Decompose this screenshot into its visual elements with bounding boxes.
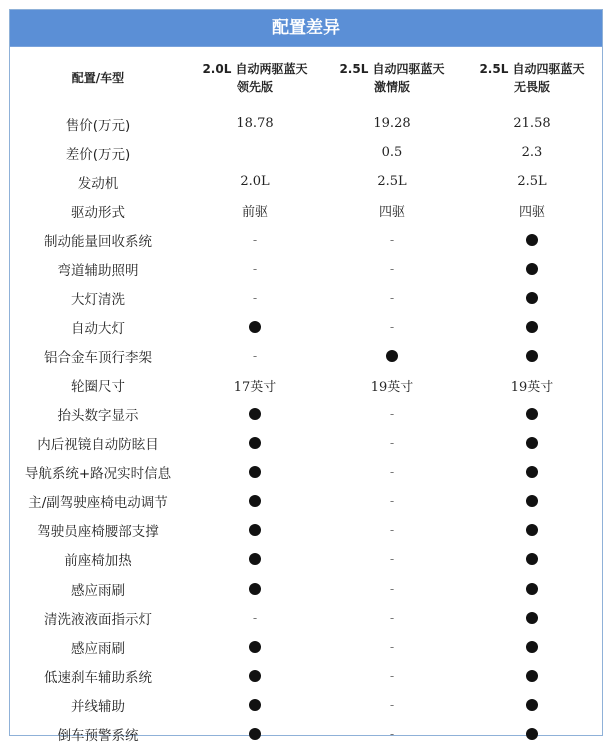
table-row — [10, 458, 604, 487]
row-label: 抬头数字显示 — [57, 408, 139, 425]
row-label: 差价(万元) — [65, 146, 131, 163]
feature-unavailable-cell — [324, 283, 460, 312]
row-label: 自动大灯 — [71, 320, 125, 337]
dash-mark: - — [389, 232, 395, 247]
value-cell: 2.5L — [377, 174, 407, 190]
dash-mark: - — [389, 610, 395, 625]
feature-unavailable-cell — [324, 225, 460, 254]
value-cell: 17英寸 — [233, 379, 277, 395]
model-header-2 — [324, 47, 460, 109]
dash-mark: - — [389, 639, 395, 654]
model-header-3 — [460, 47, 604, 109]
filled-circle-icon — [526, 234, 538, 246]
row-label: 轮圈尺寸 — [71, 379, 125, 396]
filled-circle-icon — [249, 408, 261, 420]
table-row — [10, 632, 604, 661]
feature-available-cell — [186, 574, 324, 603]
table-row — [10, 138, 604, 167]
dash-mark: - — [389, 290, 395, 305]
dash-mark: - — [252, 261, 258, 276]
feature-available-cell — [186, 487, 324, 516]
feature-unavailable-cell — [186, 254, 324, 283]
feature-available-cell — [460, 254, 604, 283]
feature-unavailable-cell — [324, 661, 460, 690]
filled-circle-icon — [526, 641, 538, 653]
table-row — [10, 603, 604, 632]
feature-available-cell — [460, 516, 604, 545]
table-row — [10, 109, 604, 138]
filled-circle-icon — [526, 350, 538, 362]
dash-mark: - — [389, 465, 395, 480]
table-row — [10, 371, 604, 400]
row-label: 大灯清洗 — [71, 291, 125, 308]
filled-circle-icon — [526, 292, 538, 304]
feature-unavailable-cell — [324, 254, 460, 283]
model-1-edition: 领先版 — [236, 80, 273, 94]
feature-unavailable-cell — [324, 545, 460, 574]
feature-available-cell — [460, 661, 604, 690]
filled-circle-icon — [526, 321, 538, 333]
feature-available-cell — [460, 487, 604, 516]
filled-circle-icon — [249, 495, 261, 507]
dash-mark: - — [389, 552, 395, 567]
filled-circle-icon — [249, 583, 261, 595]
model-1-name: 2.0L 自动两驱蓝天 — [202, 62, 308, 76]
row-label: 驾驶员座椅腰部支撑 — [37, 524, 159, 541]
feature-available-cell — [460, 225, 604, 254]
feature-available-cell — [460, 283, 604, 312]
dash-mark: - — [389, 581, 395, 596]
value-cell: 19英寸 — [510, 379, 554, 395]
table-body — [10, 109, 604, 748]
filled-circle-icon — [249, 670, 261, 682]
table-row — [10, 429, 604, 458]
table-row — [10, 167, 604, 196]
filled-circle-icon — [526, 466, 538, 478]
corner-header: 配置/车型 — [71, 71, 125, 85]
feature-unavailable-cell — [324, 487, 460, 516]
table-row — [10, 661, 604, 690]
model-header-1 — [186, 47, 324, 109]
feature-available-cell — [460, 574, 604, 603]
feature-available-cell — [186, 458, 324, 487]
filled-circle-icon — [526, 495, 538, 507]
row-label: 弯道辅助照明 — [57, 262, 139, 279]
dash-mark: - — [389, 407, 395, 422]
feature-available-cell — [460, 342, 604, 371]
filled-circle-icon — [249, 437, 261, 449]
table-row — [10, 225, 604, 254]
table-row — [10, 516, 604, 545]
row-label: 售价(万元) — [65, 117, 131, 134]
dash-mark: - — [389, 697, 395, 712]
feature-available-cell — [186, 719, 324, 748]
value-cell: 2.5L — [517, 174, 547, 190]
feature-available-cell — [186, 661, 324, 690]
feature-available-cell — [186, 312, 324, 341]
value-cell: 2.0L — [240, 174, 270, 190]
table-row — [10, 283, 604, 312]
feature-available-cell — [460, 719, 604, 748]
model-2-name: 2.5L 自动四驱蓝天 — [339, 62, 445, 76]
filled-circle-icon — [526, 524, 538, 536]
value-cell: 四驱 — [518, 205, 545, 221]
table-row — [10, 400, 604, 429]
header-row — [10, 47, 604, 109]
feature-available-cell — [186, 690, 324, 719]
value-cell — [186, 138, 324, 167]
table-row — [10, 574, 604, 603]
feature-available-cell — [460, 545, 604, 574]
model-3-name: 2.5L 自动四驱蓝天 — [479, 62, 585, 76]
value-cell: 19英寸 — [370, 379, 414, 395]
table-title: 配置差异 — [10, 10, 602, 47]
dash-mark: - — [389, 523, 395, 538]
feature-unavailable-cell — [186, 342, 324, 371]
feature-unavailable-cell — [186, 603, 324, 632]
row-label: 主/副驾驶座椅电动调节 — [28, 495, 168, 512]
feature-available-cell — [460, 632, 604, 661]
table-row — [10, 312, 604, 341]
feature-unavailable-cell — [186, 225, 324, 254]
feature-available-cell — [186, 400, 324, 429]
dash-mark: - — [389, 436, 395, 451]
row-label: 导航系统+路况实时信息 — [24, 466, 172, 483]
feature-available-cell — [324, 342, 460, 371]
filled-circle-icon — [249, 699, 261, 711]
filled-circle-icon — [249, 728, 261, 740]
config-diff-panel — [9, 9, 603, 744]
dash-mark: - — [389, 668, 395, 683]
row-label: 并线辅助 — [71, 698, 125, 715]
value-cell: 2.3 — [521, 145, 543, 161]
config-table — [10, 47, 604, 748]
feature-available-cell — [460, 312, 604, 341]
feature-available-cell — [186, 632, 324, 661]
feature-unavailable-cell — [324, 400, 460, 429]
dash-mark: - — [389, 319, 395, 334]
dash-mark: - — [389, 494, 395, 509]
feature-unavailable-cell — [324, 690, 460, 719]
value-cell: 21.58 — [513, 116, 551, 132]
filled-circle-icon — [249, 524, 261, 536]
feature-unavailable-cell — [324, 574, 460, 603]
feature-unavailable-cell — [324, 603, 460, 632]
feature-unavailable-cell — [324, 429, 460, 458]
feature-available-cell — [460, 690, 604, 719]
filled-circle-icon — [526, 408, 538, 420]
row-label: 前座椅加热 — [64, 553, 132, 570]
row-label: 发动机 — [77, 175, 119, 192]
dash-mark: - — [252, 290, 258, 305]
filled-circle-icon — [249, 466, 261, 478]
feature-available-cell — [460, 603, 604, 632]
filled-circle-icon — [526, 553, 538, 565]
filled-circle-icon — [526, 437, 538, 449]
table-row — [10, 719, 604, 748]
feature-unavailable-cell — [324, 516, 460, 545]
value-cell: 18.78 — [236, 116, 274, 132]
row-label: 铝合金车顶行李架 — [44, 350, 152, 367]
filled-circle-icon — [526, 612, 538, 624]
feature-available-cell — [460, 400, 604, 429]
model-2-edition: 激情版 — [373, 80, 410, 94]
value-cell: 前驱 — [241, 205, 268, 221]
model-3-edition: 无畏版 — [513, 80, 550, 94]
filled-circle-icon — [386, 350, 398, 362]
filled-circle-icon — [249, 641, 261, 653]
value-cell: 0.5 — [381, 145, 403, 161]
row-label: 内后视镜自动防眩目 — [37, 437, 159, 454]
row-label: 低速刹车辅助系统 — [44, 669, 152, 686]
table-row — [10, 545, 604, 574]
dash-mark: - — [252, 349, 258, 364]
table-row — [10, 487, 604, 516]
filled-circle-icon — [526, 670, 538, 682]
value-cell: 四驱 — [378, 205, 405, 221]
filled-circle-icon — [249, 553, 261, 565]
row-label: 倒车预警系统 — [57, 727, 139, 744]
dash-mark: - — [252, 610, 258, 625]
feature-available-cell — [460, 458, 604, 487]
feature-unavailable-cell — [324, 312, 460, 341]
table-row — [10, 254, 604, 283]
row-label: 感应雨刷 — [71, 582, 125, 599]
feature-available-cell — [186, 516, 324, 545]
table-row — [10, 690, 604, 719]
filled-circle-icon — [249, 321, 261, 333]
table-row — [10, 342, 604, 371]
table-row — [10, 196, 604, 225]
filled-circle-icon — [526, 583, 538, 595]
row-label: 感应雨刷 — [71, 640, 125, 657]
row-label: 制动能量回收系统 — [44, 233, 152, 250]
feature-unavailable-cell — [324, 719, 460, 748]
filled-circle-icon — [526, 263, 538, 275]
filled-circle-icon — [526, 728, 538, 740]
value-cell: 19.28 — [373, 116, 411, 132]
feature-unavailable-cell — [324, 458, 460, 487]
filled-circle-icon — [526, 699, 538, 711]
feature-available-cell — [186, 545, 324, 574]
dash-mark: - — [389, 261, 395, 276]
feature-unavailable-cell — [324, 632, 460, 661]
dash-mark: - — [252, 232, 258, 247]
dash-mark: - — [389, 726, 395, 741]
feature-unavailable-cell — [186, 283, 324, 312]
row-label: 驱动形式 — [71, 204, 125, 221]
row-label: 清洗液液面指示灯 — [44, 611, 152, 628]
feature-available-cell — [460, 429, 604, 458]
feature-available-cell — [186, 429, 324, 458]
